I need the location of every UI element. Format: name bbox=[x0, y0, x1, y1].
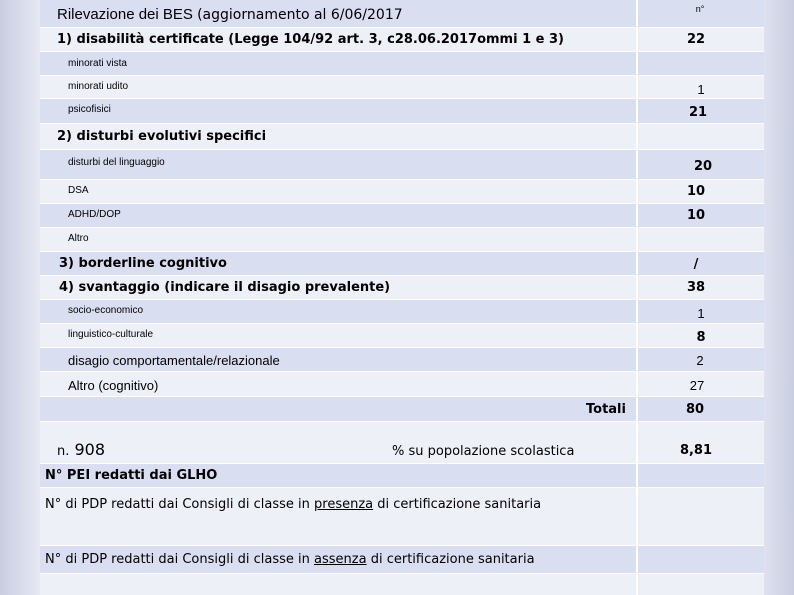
table-row bbox=[40, 150, 764, 180]
table-row bbox=[40, 574, 764, 595]
table-title: Rilevazione dei BES (aggiornamento al 6/06/2017 bbox=[57, 6, 403, 23]
pei-label: N° PEI redatti dai GLHO bbox=[45, 468, 218, 483]
row-label-altro: Altro bbox=[68, 233, 89, 244]
percentage-label: % su popolazione scolastica bbox=[392, 444, 575, 459]
table-row bbox=[40, 76, 764, 99]
totals-label: Totali bbox=[586, 402, 626, 417]
table-row bbox=[40, 372, 764, 397]
table-row bbox=[40, 324, 764, 348]
table-row bbox=[40, 204, 764, 228]
table-row bbox=[40, 300, 764, 324]
row-value-socio-economico: 1 bbox=[697, 306, 705, 321]
row-value-disabilita: 22 bbox=[686, 32, 706, 47]
row-label-borderline: 3) borderline cognitivo bbox=[59, 256, 227, 271]
pei-row bbox=[40, 464, 764, 488]
row-label-disturbi-evolutivi: 2) disturbi evolutivi specifici bbox=[57, 129, 267, 144]
row-label-disagio: disagio comportamentale/relazionale bbox=[68, 353, 280, 368]
row-value-linguistico-culturale: 8 bbox=[696, 330, 706, 345]
pdp-presenza-row bbox=[40, 488, 764, 546]
count-column-header: n° bbox=[695, 4, 705, 14]
row-label-dsa: DSA bbox=[68, 185, 89, 196]
row-label-linguistico-culturale: linguistico-culturale bbox=[68, 329, 154, 340]
population-count: n. 908 bbox=[57, 440, 106, 459]
row-label-minorati-vista: minorati vista bbox=[68, 58, 127, 69]
row-label-minorati-udito: minorati udito bbox=[68, 81, 129, 92]
row-value-disturbi-linguaggio: 20 bbox=[693, 159, 713, 174]
row-label-adhd: ADHD/DOP bbox=[68, 209, 121, 220]
row-value-minorati-udito: 1 bbox=[697, 82, 705, 97]
row-value-psicofisici: 21 bbox=[688, 105, 708, 120]
table-row bbox=[40, 124, 764, 150]
pdp-presenza-label: N° di PDP redatti dai Consigli di classe in presenza di certificazione sanitaria bbox=[45, 497, 542, 512]
percentage-value: 8,81 bbox=[679, 443, 713, 458]
pdp-assenza-row bbox=[40, 546, 764, 574]
table-row bbox=[40, 276, 764, 300]
table-row bbox=[40, 180, 764, 204]
row-label-disturbi-linguaggio: disturbi del linguaggio bbox=[68, 157, 165, 168]
table-row bbox=[40, 99, 764, 124]
row-value-disagio: 2 bbox=[696, 353, 704, 368]
table-row bbox=[40, 228, 764, 252]
row-label-svantaggio: 4) svantaggio (indicare il disagio prevalente) bbox=[59, 280, 391, 295]
totals-row bbox=[40, 397, 764, 422]
row-value-borderline: / bbox=[693, 257, 699, 272]
table-row bbox=[40, 348, 764, 372]
row-value-altro-cognitivo: 27 bbox=[689, 378, 705, 393]
bes-table bbox=[40, 0, 764, 595]
table-row bbox=[40, 52, 764, 76]
row-value-svantaggio: 38 bbox=[686, 280, 706, 295]
totals-value: 80 bbox=[685, 402, 705, 417]
pdp-assenza-label: N° di PDP redatti dai Consigli di classe in assenza di certificazione sanitaria bbox=[45, 552, 535, 567]
table-row bbox=[40, 252, 764, 276]
row-value-adhd: 10 bbox=[686, 208, 706, 223]
row-label-psicofisici: psicofisici bbox=[68, 104, 111, 115]
row-label-altro-cognitivo: Altro (cognitivo) bbox=[68, 378, 159, 393]
table-row bbox=[40, 28, 764, 52]
population-row bbox=[40, 422, 764, 464]
header-row bbox=[40, 0, 764, 28]
row-value-dsa: 10 bbox=[686, 184, 706, 199]
row-label-socio-economico: socio-economico bbox=[68, 305, 144, 316]
row-label-disabilita: 1) disabilità certificate (Legge 104/92 art. 3, c28.06.2017ommi 1 e 3) bbox=[57, 32, 564, 47]
